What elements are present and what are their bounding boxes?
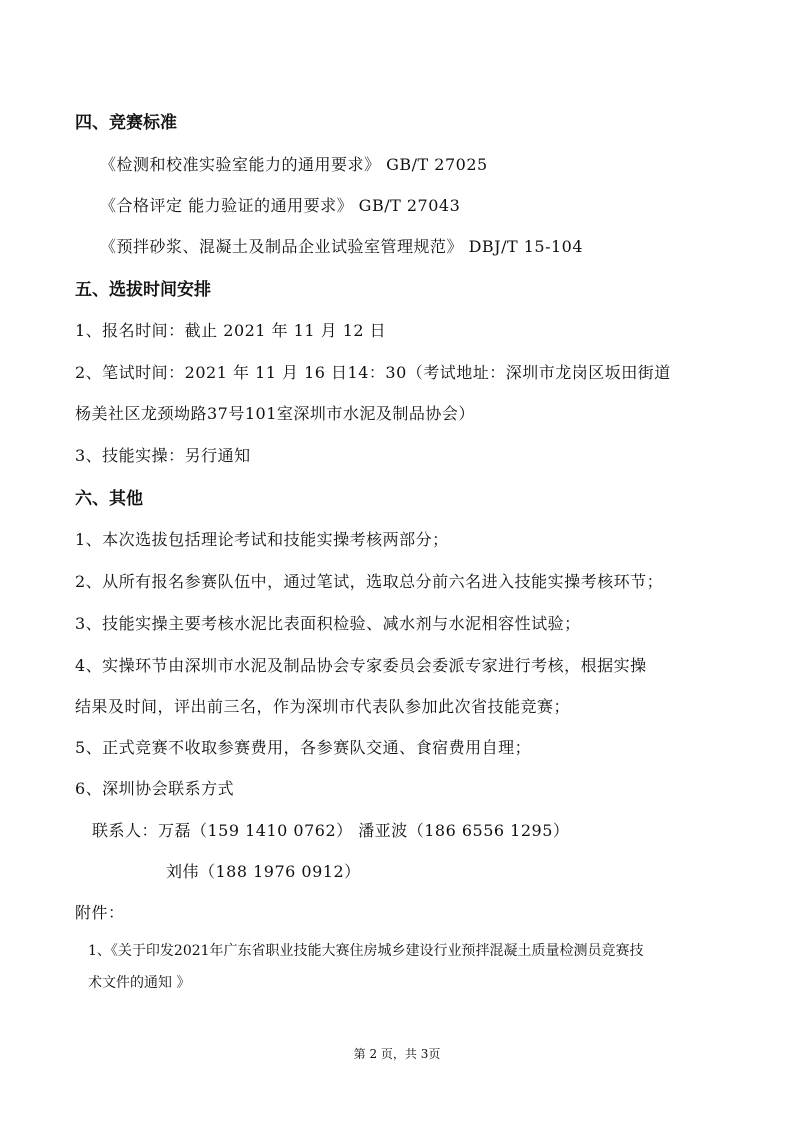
standard-item: 《检测和校准实验室能力的通用要求》 GB/T 27025: [100, 155, 488, 174]
section6-heading: 六、其他: [75, 489, 143, 509]
section4-heading: 四、竞赛标准: [75, 113, 177, 133]
schedule-item: 2、笔试时间：2021 年 11 月 16 日14：30（考试地址：深圳市龙岗区坂田街道: [75, 363, 671, 382]
standard-item: 《预拌砂浆、混凝土及制品企业试验室管理规范》 DBJ/T 15-104: [100, 237, 584, 256]
other-item: 2、从所有报名参赛队伍中，通过笔试，选取总分前六名进入技能实操考核环节；: [75, 572, 664, 591]
schedule-item: 1、报名时间：截止 2021 年 11 月 12 日: [75, 321, 387, 340]
other-item-continued: 结果及时间，评出前三名，作为深圳市代表队参加此次省技能竞赛；: [75, 697, 571, 716]
contacts-line: 联系人：万磊（159 1410 0762） 潘亚波（186 6556 1295）: [92, 821, 570, 840]
other-item: 4、实操环节由深圳市水泥及制品协会专家委员会委派专家进行考核，根据实操: [75, 656, 647, 675]
other-item: 5、正式竞赛不收取参赛费用，各参赛队交通、食宿费用自理；: [75, 738, 532, 757]
other-item: 6、深圳协会联系方式: [75, 779, 235, 798]
standard-item: 《合格评定 能力验证的通用要求》 GB/T 27043: [100, 196, 461, 215]
attachment-item-continued: 术文件的通知 》: [88, 975, 191, 991]
schedule-item: 3、技能实操：另行通知: [75, 446, 251, 465]
attachment-item: 1、《关于印发2021年广东省职业技能大赛住房城乡建设行业预拌混凝土质量检测员竞赛技: [88, 943, 644, 959]
other-item: 1、本次选拔包括理论考试和技能实操考核两部分；: [75, 530, 449, 549]
attachments-label: 附件：: [75, 903, 125, 922]
schedule-item-continued: 杨美社区龙颈坳路37号101室深圳市水泥及制品协会）: [75, 404, 475, 423]
page-footer: 第 2 页，共 3页: [353, 1047, 441, 1061]
contacts-line: 刘伟（188 1976 0912）: [166, 862, 361, 881]
section5-heading: 五、选拔时间安排: [75, 280, 211, 300]
other-item: 3、技能实操主要考核水泥比表面积检验、减水剂与水泥相容性试验；: [75, 614, 581, 633]
